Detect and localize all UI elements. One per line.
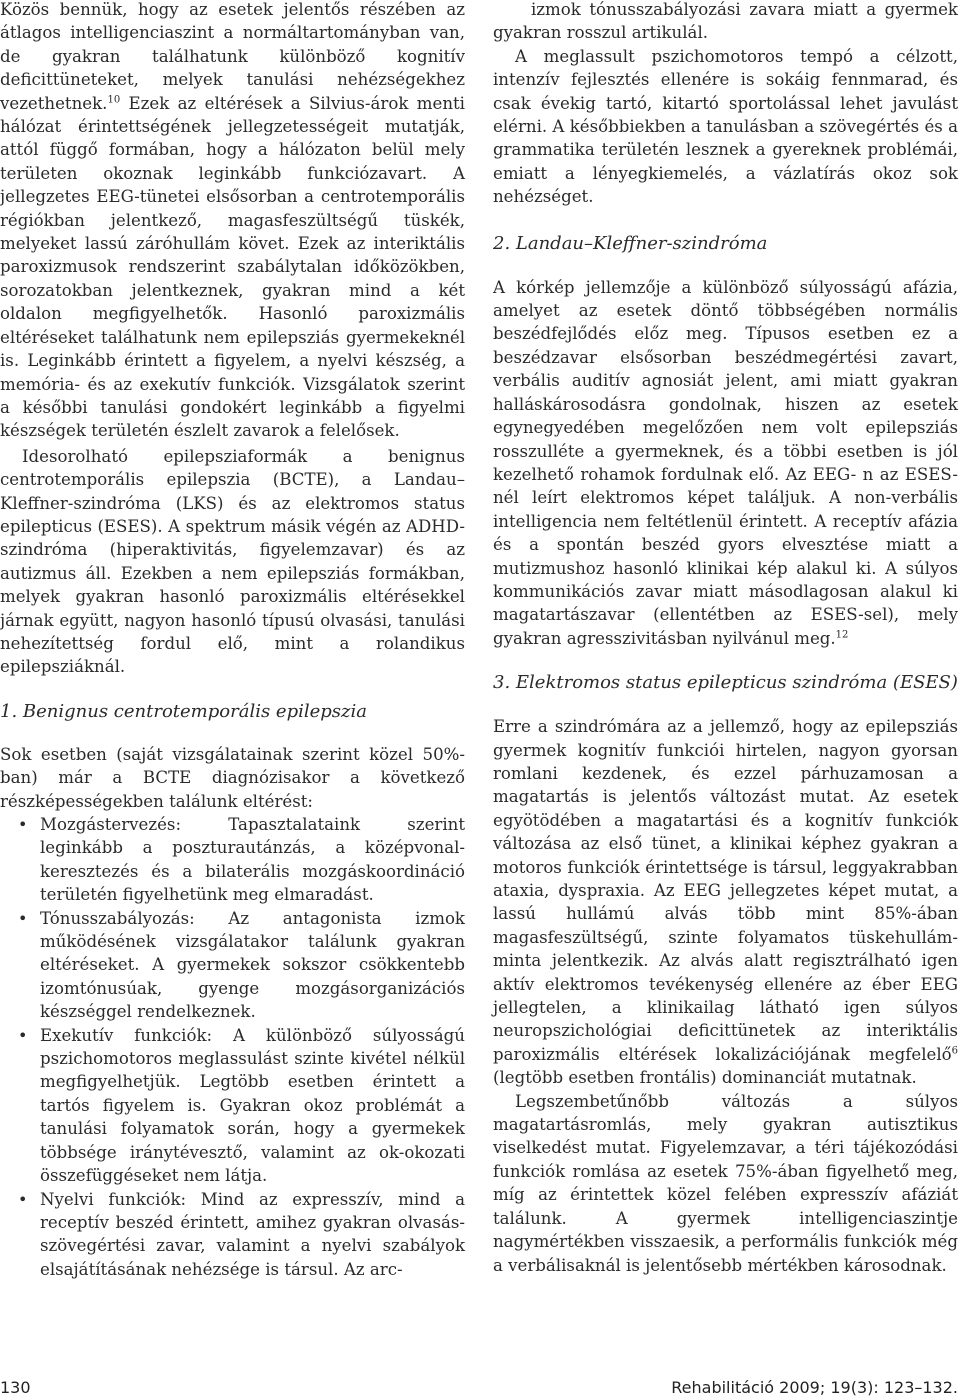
list-item: • Mozgástervezés: Tapasztalataink szerint leginkább a poszturautánzás, a középvonal-keresztezés és a bilaterális mozgáskoordináció területén figyelhetünk meg elmaradást. (18, 813, 465, 907)
paragraph: izmok tónusszabályozási zavara miatt a gyermek gyakran rosszul artikulál. (493, 0, 958, 43)
section-heading-1: 1. Benignus centrotemporális epilepszia (0, 700, 367, 722)
page-footer (0, 1378, 960, 1400)
paragraph: Közös bennük, hogy az esetek jelentős részében az átlagos intelligenciaszint a normáltartományban van, de gyakran találhatunk különböző kognitív deficittüneteket, melyek tanulási nehézségekhez vezethetnek.$^{10}$ Ezek az eltérések a Silvius-árok menti hálózat érintettségének jellegzetességeit mutatják, attól függő formában, hogy a hálózaton belül mely területen okoznak leginkább funkciózavart. A jellegzetes EEG-tünetei elsősorban a centrotemporális régiókban jelentkező, magasfeszültségű tüskék, melyeket lassú záróhullám követ. Ezek az interiktális paroxizmusok rendszerint szabálytalan időközökben, sorozatokban jelentkeznek, gyakran mind a két oldalon megfigyelhetők. Hasonló paroxizmális eltéréseket találhatunk nem epilepsziás gyermekeknél is. Leginkább érintett a figyelem, a nyelvi készség, a memória- és az exekutív funkciók. Vizsgálatok szerint a későbbi tanulási gondokért leginkább a figyelmi készségek területén észlelt zavarok a felelősek. (0, 0, 465, 441)
list-item: • Tónusszabályozás: Az antagonista izmok működésének vizsgálatakor találunk gyakran eltéréseket. A gyermekek sokszor csökkentebb izomtónusúak, gyenge mozgásorganizációs készséggel rendelkeznek. (18, 907, 465, 1024)
paragraph: Erre a szindrómára az a jellemző, hogy az epilepsziás gyermek kognitív funkciói hirtelen, nagyon gyorsan romlani kezdenek, és ezzel párhuzamosan a magatartás is jelentős változást mutat. Az esetek egyötödében a magatartási és a kognitív funkciók változása az első tünet, a klinikai képhez gyakran a motoros funkciók érintettsége is társul, leggyakrabban ataxia, dyspraxia. Az EEG jellegzetes képet mutat, a lassú hullámú alvás több mint 85%-ában magasfeszültségű, szinte folyamatos tüskehullám-minta jelentkezik. Az alvás alatt regisztrálható igen aktív elektromos tevékenység ellenére az éber EEG jellegtelen, a klinikailag látható igen súlyos neuropszichológiai deficittünetek az interiktális paroxizmális eltérések lokalizációjának megfelelő$^6$ (legtöbb esetben frontális) dominanciát mutatnak. (493, 717, 958, 1088)
page-number: 130 (0, 1378, 31, 1397)
footnote-ref[interactable]: 12 (835, 629, 849, 641)
left-column (0, 0, 465, 1281)
footnote-ref[interactable]: 10 (107, 94, 121, 106)
paragraph: A meglassult pszichomotoros tempó a célzott, intenzív fejlesztés ellenére is sokáig fennmarad, és csak évekig tartó, kitartó sportolással lehet javulást elérni. A későbbiekben a tanulásban a szövegértés és a grammatika területén lesznek a gyereknek problémái, emiatt a lényegkiemelés, a vázlatírás okoz sok nehézséget. (493, 46, 958, 207)
paragraph: A kórkép jellemzője a különböző súlyosságú afázia, amelyet az esetek döntő többségében normális beszédfejlődés előz meg. Típusos esetben ez a beszédzavar elsősorban beszédmegértési zavart, verbális auditív agnosiát jelent, ami miatt gyakran halláskárosodásra gondolnak, hiszen az esetek egynegyedében megelőzően nem volt epilepsziás rosszulléte a gyermeknek, és a többi esetben is jól kezelhető rohamok fordulnak elő. Az EEG- n az ESES-nél leírt elektromos képet találjuk. A non-verbális intelligencia nem feltétlenül érintett. A receptív afázia és a spontán beszéd gyors elvesztése miatt a mutizmushoz hasonló klinikai kép alakul ki. A súlyos kommunikációs zavar miatt másodlagosan alakul ki magatartászavar (ellentétben az ESES-sel), mely gyakran agresszivitásban nyilvánul meg.$^{12}$ (493, 277, 958, 648)
footnote-ref[interactable]: 6 (951, 1045, 958, 1057)
paragraph: Idesorolható epilepsziaformák a benignus centrotemporális epilepszia (BCTE), a Landau–Kleffner-szindróma (LKS) és az elektromos status epilepticus (ESES). A spektrum másik végén az ADHD-szindróma (hiperaktivitás, figyelemzavar) és az autizmus áll. Ezekben a nem epilepsziás formákban, melyek gyakran hasonló paroxizmális eltérésekkel járnak együtt, nagyon hasonló típusú olvasási, tanulási nehezítettség fordul elő, mint a rolandikus epilepsziáknál. (0, 446, 465, 677)
list-item: • Nyelvi funkciók: Mind az expresszív, mind a receptív beszéd érintett, amihez gyakran olvasás-szövegértési zavar, valamint a nyelvi szabályok elsajátításának nehézsége is társul. Az arc- (18, 1188, 465, 1282)
paragraph: Legszembetűnőbb változás a súlyos magatartásromlás, mely gyakran autisztikus viselkedést mutat. Figyelemzavar, a téri tájékozódási funkciók romlása az esetek 75%-ában figyelhető meg, míg az érintettek közel felében expresszív afáziát találunk. A gyermek intelligenciaszintje nagymértékben visszaesik, a performális funkciók még a verbálisaknál is jelentősebb mértékben károsodnak. (493, 1091, 958, 1275)
list-item: • Exekutív funkciók: A különböző súlyosságú pszichomotoros meglassulást szinte kivétel nélkül megfigyelhetjük. Legtöbb esetben érintett a tartós figyelem is. Gyakran okoz problémát a tanulási folyamatok során, hogy a gyermekek többsége iránytévesztő, valamint az ok-okozati összefüggéseket nem látja. (18, 1024, 465, 1188)
section-heading-2: 2. Landau–Kleffner-szindróma (493, 232, 768, 254)
right-column (493, 0, 958, 1277)
section-heading-3: 3. Elektromos status epilepticus szindróma (ESES) (493, 672, 958, 694)
bullet-list (0, 813, 465, 1281)
journal-citation: Rehabilitáció 2009; 19(3): 123–132. (671, 1378, 958, 1397)
paragraph: Sok esetben (saját vizsgálatainak szerint közel 50%-ban) már a BCTE diagnózisakor a következő részképességekben találunk eltérést: (0, 744, 465, 811)
